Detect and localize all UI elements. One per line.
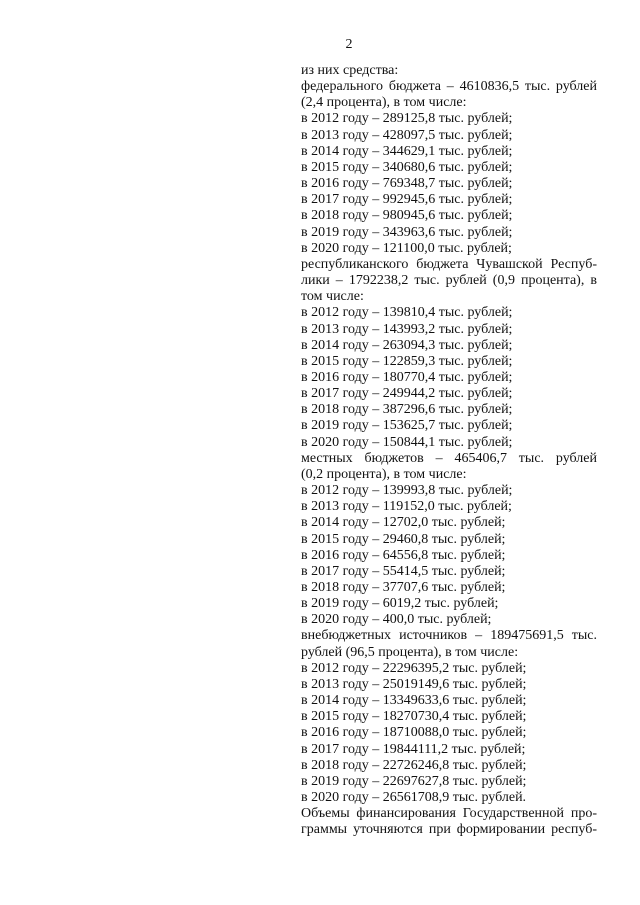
text-line: том числе: xyxy=(301,289,364,305)
text-line: в 2018 году – 37707,6 тыс. рублей; xyxy=(301,580,506,595)
text-line: в 2018 году – 22726246,8 тыс. рублей; xyxy=(301,757,527,773)
text-line: в 2016 году – 18710088,0 тыс. рублей; xyxy=(301,725,527,741)
page-number: 2 xyxy=(345,37,353,52)
text-line: (2,4 процента), в том числе: xyxy=(301,95,467,111)
text-line: в 2018 году – 980945,6 тыс. рублей; xyxy=(301,208,513,224)
text-line: в 2019 году – 22697627,8 тыс. рублей; xyxy=(301,773,527,789)
text-line: в 2020 году – 150844,1 тыс. рублей; xyxy=(301,434,513,450)
text-line: (0,2 процента), в том числе: xyxy=(301,466,467,482)
text-line: в 2016 году – 180770,4 тыс. рублей; xyxy=(301,369,513,385)
text-line: в 2014 году – 12702,0 тыс. рублей; xyxy=(301,515,506,531)
text-line: в 2020 году – 121100,0 тыс. рублей; xyxy=(301,240,512,256)
text-line: в 2015 году – 29460,8 тыс. рублей; xyxy=(301,531,506,547)
text-line: в 2018 году – 387296,6 тыс. рублей; xyxy=(301,402,513,418)
funding-text-block xyxy=(301,63,597,839)
text-line: в 2014 году – 344629,1 тыс. рублей; xyxy=(301,143,513,159)
text-line: в 2016 году – 769348,7 тыс. рублей; xyxy=(301,176,513,192)
text-line: в 2017 году – 55414,5 тыс. рублей; xyxy=(301,563,506,579)
text-line: федерального бюджета – 4610836,5 тыс. рублей xyxy=(301,79,597,95)
text-line: в 2013 году – 119152,0 тыс. рублей; xyxy=(301,499,512,515)
text-line: из них средства: xyxy=(301,63,399,78)
text-line: в 2019 году – 343963,6 тыс. рублей; xyxy=(301,224,513,240)
text-line: в 2014 году – 13349633,6 тыс. рублей; xyxy=(301,693,527,709)
text-line: в 2017 году – 249944,2 тыс. рублей; xyxy=(301,386,513,402)
text-line: в 2017 году – 992945,6 тыс. рублей; xyxy=(301,192,513,208)
text-line: республиканского бюджета Чувашской Респуб- xyxy=(301,256,597,272)
text-line: в 2019 году – 153625,7 тыс. рублей; xyxy=(301,418,513,434)
text-line: в 2013 году – 143993,2 тыс. рублей; xyxy=(301,321,513,337)
text-line: в 2012 году – 289125,8 тыс. рублей; xyxy=(301,111,513,127)
text-line: в 2019 году – 6019,2 тыс. рублей; xyxy=(301,596,499,612)
text-line: в 2012 году – 139810,4 тыс. рублей; xyxy=(301,305,513,321)
text-line: в 2017 году – 19844111,2 тыс. рублей; xyxy=(301,741,526,757)
text-line: в 2015 году – 18270730,4 тыс. рублей; xyxy=(301,709,527,725)
text-line: в 2020 году – 26561708,9 тыс. рублей. xyxy=(301,790,527,806)
text-line: в 2016 году – 64556,8 тыс. рублей; xyxy=(301,547,506,563)
text-line: внебюджетных источников – 189475691,5 тыс. xyxy=(301,628,597,644)
text-line: местных бюджетов – 465406,7 тыс. рублей xyxy=(301,450,597,466)
text-line: лики – 1792238,2 тыс. рублей (0,9 процента), в xyxy=(301,273,597,289)
text-line: в 2012 году – 139993,8 тыс. рублей; xyxy=(301,483,513,499)
text-line: рублей (96,5 процента), в том числе: xyxy=(301,644,519,660)
text-line: Объемы финансирования Государственной про- xyxy=(301,806,597,822)
text-line: в 2015 году – 122859,3 тыс. рублей; xyxy=(301,353,513,369)
text-line: в 2012 году – 22296395,2 тыс. рублей; xyxy=(301,660,527,676)
text-line: граммы уточняются при формировании респуб- xyxy=(301,822,597,838)
text-line: в 2020 году – 400,0 тыс. рублей; xyxy=(301,612,492,628)
text-line: в 2014 году – 263094,3 тыс. рублей; xyxy=(301,337,513,353)
text-line: в 2013 году – 428097,5 тыс. рублей; xyxy=(301,127,513,143)
text-line: в 2015 году – 340680,6 тыс. рублей; xyxy=(301,159,513,175)
text-line: в 2013 году – 25019149,6 тыс. рублей; xyxy=(301,676,527,692)
